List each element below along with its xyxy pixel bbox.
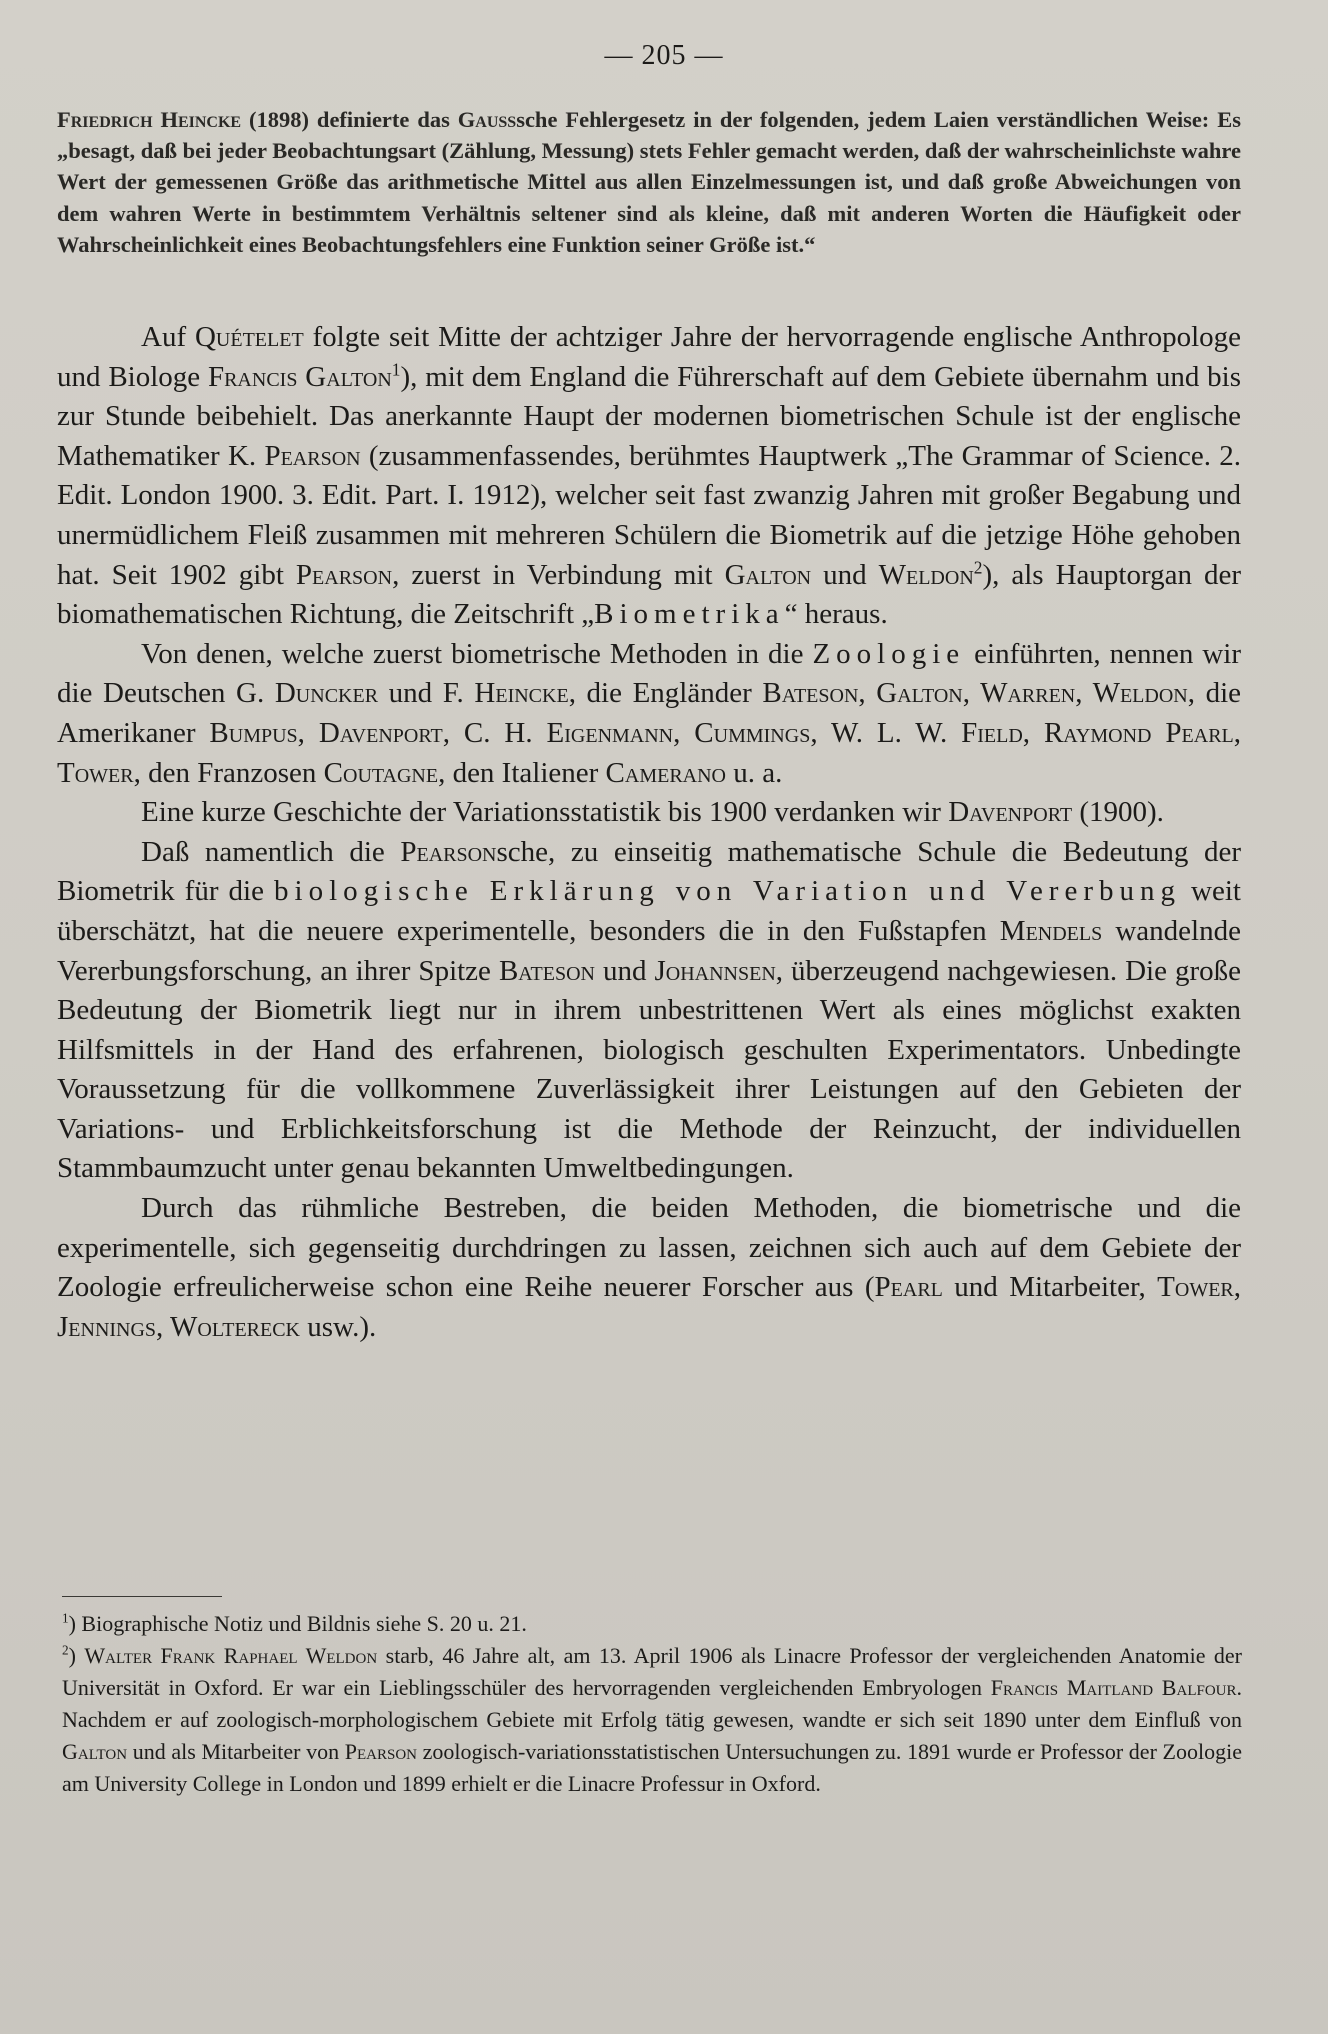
author-name: Gauss	[457, 107, 517, 132]
text: sche, zu einseitig mathematische Schule die Bedeutung der Biometrik für die	[57, 835, 1241, 908]
paragraph-5	[57, 1189, 1241, 1347]
text: Durch das rühmliche Bestreben, die beiden Methoden, die biometrische und die experimentelle, sich gegenseitig durchdringen zu lassen, zeichnen sich auch auf dem Gebiete der Zoologie erfreulicherweise schon eine Reihe neuerer Forscher aus (	[57, 1192, 1241, 1304]
text: Daß namentlich die	[141, 835, 401, 868]
author-name: Davenport	[948, 796, 1073, 829]
author-name: Coutagne	[323, 756, 439, 789]
text: (1900).	[1072, 796, 1164, 829]
footnote-text: . Nachdem er auf zoologisch-morphologischem Gebiete mit Erfolg tätig gewesen, wandte er sich seit 1890 unter dem Einfluß von	[62, 1675, 1242, 1732]
spaced-text: Zoologie	[812, 637, 966, 670]
footnotes	[62, 1608, 1242, 1800]
page-number: — 205 —	[604, 40, 724, 71]
author-names: Eigenmann, Cummings	[546, 716, 811, 749]
quote-text: sche Fehlergesetz in der folgenden, jedem Laien verständlichen Weise: Es „besagt, daß bei jeder Beobachtungsart (Zählung, Messung) stets Fehler gemacht werden, daß der wahrscheinlichste wahre Wert der gemessenen Größe das arithmetische Mittel aus allen Einzelmessungen ist, und daß große Abweichungen von dem wahren Werte in bestimmtem Verhältnis seltener sind als kleine, daß mit anderen Worten die Häufigkeit oder Wahrscheinlichkeit eines Beobachtungsfehlers eine Funktion seiner Größe ist.“	[57, 107, 1241, 257]
author-name: Francis Maitland Balfour	[990, 1675, 1237, 1700]
text: , die Engländer	[568, 677, 763, 710]
text: , überzeugend nachgewiesen. Die große Bedeutung der Biometrik liegt nur in ihrem unbestrittenen Wert als eines möglichst exakten Hilfsmittels in der Hand des erfahrenen, biologisch geschulten Experimentators. Unbedingte Voraussetzung für die vollkommene Zuverlässigkeit ihrer Leistungen auf den Gebieten der Variations- und Erblichkeitsforschung ist die Methode der Reinzucht, der individuellen Stammbaumzucht unter genau bekannten Umweltbedingungen.	[57, 954, 1242, 1185]
author-names: Bumpus, Davenport	[209, 716, 443, 749]
author-names: Bateson, Galton, Warren, Weldon	[762, 677, 1188, 710]
author-name: Johannsen	[654, 954, 776, 987]
author-name: Pearson	[264, 439, 361, 472]
author-name: Pearson	[344, 1739, 417, 1764]
paragraph-3	[57, 793, 1241, 833]
paragraph-2	[57, 635, 1241, 793]
text: ), mit dem England die Führerschaft auf dem Gebiete übernahm und bis zur Stunde beibehielt. Das anerkannte Haupt der modernen biometrischen Schule ist der englische Mathematiker K.	[57, 360, 1241, 472]
text: Eine kurze Geschichte der Variationsstatistik bis 1900 verdanken wir	[141, 796, 949, 829]
text: und	[594, 954, 655, 987]
text: Von denen, welche zuerst biometrische Methoden in die	[141, 637, 813, 670]
text: , zuerst in Verbindung mit	[392, 558, 725, 591]
footnote-mark: 1	[62, 1610, 69, 1626]
author-name: Friedrich Heincke	[57, 107, 242, 132]
text: usw.).	[300, 1310, 377, 1343]
author-names: Tower, Jennings, Woltereck	[57, 1271, 1241, 1343]
author-name: Pearl	[874, 1271, 943, 1304]
author-name: Quételet	[194, 321, 304, 353]
author-name: Galton	[724, 558, 812, 591]
footnote-text: ) Biographische Notiz und Bildnis siehe S. 20 u. 21.	[68, 1611, 527, 1636]
footnote-text: starb, 46 Jahre alt, am 13. April 1906 als Linacre Professor der vergleichenden Anatomie der Universität in Oxford. Er war ein Lieblingsschüler des hervorragenden vergleichenden Embryologen	[62, 1643, 1243, 1700]
text: einführten, nennen wir die Deutschen G.	[57, 637, 1241, 710]
author-name: Walter Frank Raphael Weldon	[84, 1643, 378, 1668]
footnote-divider	[62, 1596, 222, 1597]
footnote-1	[62, 1608, 1242, 1640]
text: , die Amerikaner	[57, 677, 1242, 749]
author-name: Pearson	[295, 558, 393, 591]
footnote-2	[62, 1640, 1242, 1800]
text: , C. H.	[442, 716, 547, 749]
text: “ heraus.	[784, 598, 888, 631]
paragraph-1	[57, 318, 1241, 635]
text: , den Italiener	[438, 756, 606, 789]
author-name: Weldon	[878, 558, 974, 591]
footnote-ref: 1	[391, 358, 401, 379]
text: weit überschätzt, hat die neuere experimentelle, besonders die in den Fußstapfen	[57, 875, 1241, 947]
author-name: Francis Galton	[207, 360, 392, 393]
text: (zusammenfassendes, berühmtes Hauptwerk „The Grammar of Science. 2. Edit. London 1900. 3. Edit. Part. I. 1912), welcher seit fast zwanzig Jahren mit großer Begabung und unermüdlichem Fleiß zusammen mit mehreren Schülern die Biometrik auf die jetzige Höhe gehoben hat. Seit 1902 gibt	[57, 439, 1241, 591]
text: u. a.	[726, 756, 783, 789]
footnote-ref: 2	[973, 556, 983, 577]
author-name: Bateson	[498, 954, 595, 987]
spaced-text: Biometrika	[594, 598, 785, 631]
quote-text: (1898) definierte das	[241, 107, 458, 132]
author-name: Mendels	[999, 914, 1103, 947]
author-names: Field, Raymond Pearl, Tower	[57, 716, 1241, 789]
author-name: Heincke	[474, 677, 569, 710]
footnote-mark: 2	[62, 1642, 69, 1658]
author-name: Galton	[62, 1739, 128, 1764]
footnote-text: und als Mitarbeiter von	[127, 1739, 345, 1764]
footnote-text: zoologisch-variationsstatistischen Untersuchungen zu. 1891 wurde er Professor der Zoologie am University College in London und 1899 erhielt er die Linacre Professur in Oxford.	[62, 1739, 1242, 1796]
text: und Mitarbeiter,	[942, 1271, 1158, 1304]
text: , den Franzosen	[133, 756, 324, 789]
main-text	[57, 318, 1241, 1347]
text: folgte seit Mitte der achtziger Jahre der hervorragende englische Anthropologe und Biologe	[57, 321, 1241, 393]
quote-paragraph	[57, 104, 1241, 260]
text: ), als Hauptorgan der biomathematischen Richtung, die Zeitschrift „	[57, 558, 1242, 631]
text: und F.	[378, 677, 475, 710]
paragraph-4	[57, 833, 1241, 1189]
footnote-text: )	[68, 1643, 85, 1668]
spaced-text: biologische Erklärung von Variation und Vererbung	[274, 875, 1181, 908]
text: Auf	[141, 321, 195, 353]
author-name: Camerano	[605, 756, 727, 789]
author-name: Duncker	[274, 677, 379, 710]
text: , W. L. W.	[810, 716, 962, 749]
text: wandelnde Vererbungsforschung, an ihrer Spitze	[57, 914, 1241, 987]
text: und	[811, 558, 879, 591]
author-name: Pearson	[400, 835, 497, 868]
